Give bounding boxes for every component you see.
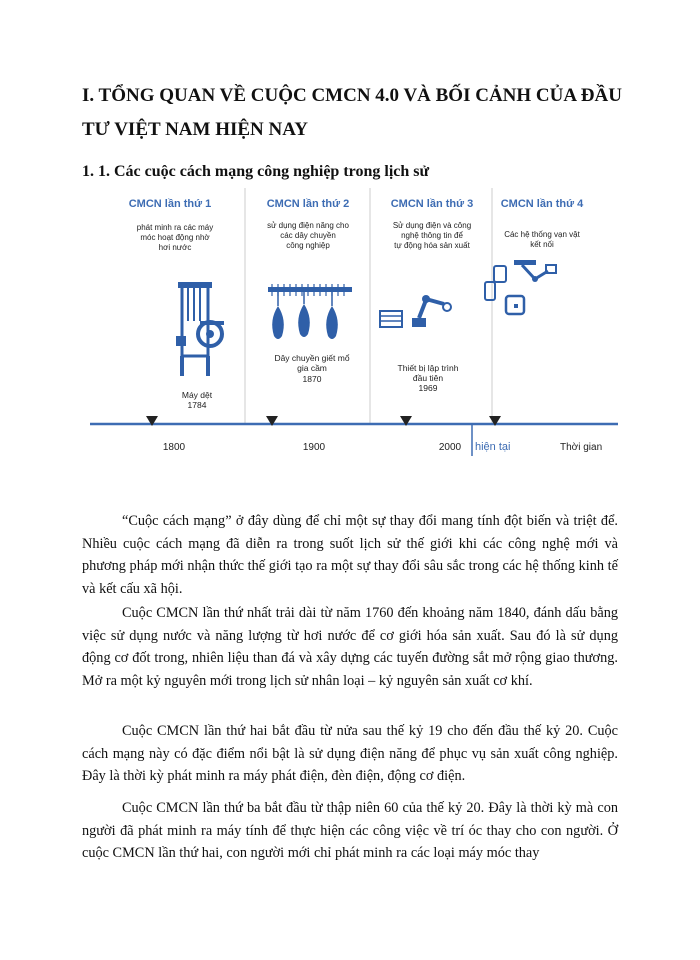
rev3-caption-line: Thiết bị lập trình <box>397 363 459 373</box>
industrial-revolution-infographic <box>82 186 618 462</box>
poultry-line-icon <box>268 284 352 339</box>
loom-icon <box>176 282 224 376</box>
paragraph: Cuộc CMCN lần thứ hai bắt đầu từ nửa sau thế kỷ 19 cho đến đầu thế kỷ 20. Cuộc cách mạng này có đặc điểm nổi bật là sử dụng điện năng để phục vụ sản xuất công nghiệp. Đây là thời kỳ phát minh ra máy phát điện, đèn điện, động cơ điện. <box>82 723 618 784</box>
robot-arm-icon <box>380 295 451 327</box>
rev4-header: CMCN lần thứ 4 <box>500 198 584 210</box>
rev3-desc-line: tự động hóa sản xuất <box>394 241 470 250</box>
rev3-desc-line: Sử dụng điện và công <box>392 221 472 230</box>
rev1-header: CMCN lần thứ 1 <box>128 198 212 210</box>
timeline-now-label: hiện tại <box>475 441 511 453</box>
rev2-caption-line: Dây chuyền giết mổ <box>274 353 350 363</box>
rev2-desc-line: sử dụng điện năng cho <box>267 221 349 230</box>
section-subtitle: 1. 1. Các cuộc cách mạng công nghiệp trong lịch sử <box>82 163 430 180</box>
rev1-desc-line: phát minh ra các máy <box>136 223 214 232</box>
timeline-axis-label: Thời gian <box>560 442 603 453</box>
rev2-desc-line: công nghiệp <box>286 241 330 250</box>
timeline-tick-label: 1900 <box>302 442 326 453</box>
timeline-tick-label: 1800 <box>162 442 186 453</box>
rev3-caption-line: 1969 <box>418 383 438 393</box>
rev3-header: CMCN lần thứ 3 <box>390 198 474 210</box>
rev3-caption-line: đầu tiên <box>412 373 444 383</box>
connected-systems-icon <box>485 260 556 314</box>
section-title: I. TỔNG QUAN VỀ CUỘC CMCN 4.0 VÀ BỐI CẢNH CỦA ĐẦU TƯ VIỆT NAM HIỆN NAY <box>82 85 622 140</box>
rev1-desc-line: móc hoạt động nhờ <box>140 233 210 242</box>
rev3-desc-line: nghệ thông tin để <box>401 231 463 240</box>
rev1-desc-line: hơi nước <box>158 243 192 252</box>
rev2-caption-line: 1870 <box>302 374 322 384</box>
rev1-caption-line: 1784 <box>187 400 207 410</box>
rev2-desc-line: các dây chuyền <box>280 231 336 240</box>
rev2-caption-line: gia cầm <box>297 363 327 373</box>
timeline-tick-label: 2000 <box>438 442 462 453</box>
paragraph: “Cuộc cách mạng” ở đây dùng để chỉ một sự thay đổi mang tính đột biến và triệt để. Nhiều cuộc cách mạng đã diễn ra trong suốt lịch sử thế giới khi các công nghệ mới và phương pháp mới nhận thức thế giới tạo ra một sự thay đổi sâu sắc trong các hệ thống kinh tế và kết cấu xã hội. <box>82 513 618 597</box>
paragraph: Cuộc CMCN lần thứ nhất trải dài từ năm 1760 đến khoảng năm 1840, đánh dấu bằng việc sử dụng nước và năng lượng từ hơi nước để cơ giới hóa sản xuất. Sau đó là sử dụng động cơ đốt trong, nhiên liệu than đá và xây dựng các tuyến đường sắt mở rộng giao thương. Mở ra một kỷ nguyên mới trong lịch sử nhân loại – kỷ nguyên sản xuất cơ khí. <box>82 605 618 689</box>
rev4-desc-line: kết nối <box>530 240 554 249</box>
rev4-desc-line: Các hệ thống vạn vật <box>504 230 580 239</box>
rev2-header: CMCN lần thứ 2 <box>266 198 350 210</box>
paragraph: Cuộc CMCN lần thứ ba bắt đầu từ thập niên 60 của thế kỷ 20. Đây là thời kỳ mà con người đã phát minh ra máy tính để thực hiện các công việc về trí óc thay cho con người. Ở cuộc CMCN lần thứ hai, con người mới chỉ phát minh ra các loại máy móc thay <box>82 800 618 861</box>
rev1-caption-line: Máy dệt <box>181 390 213 400</box>
